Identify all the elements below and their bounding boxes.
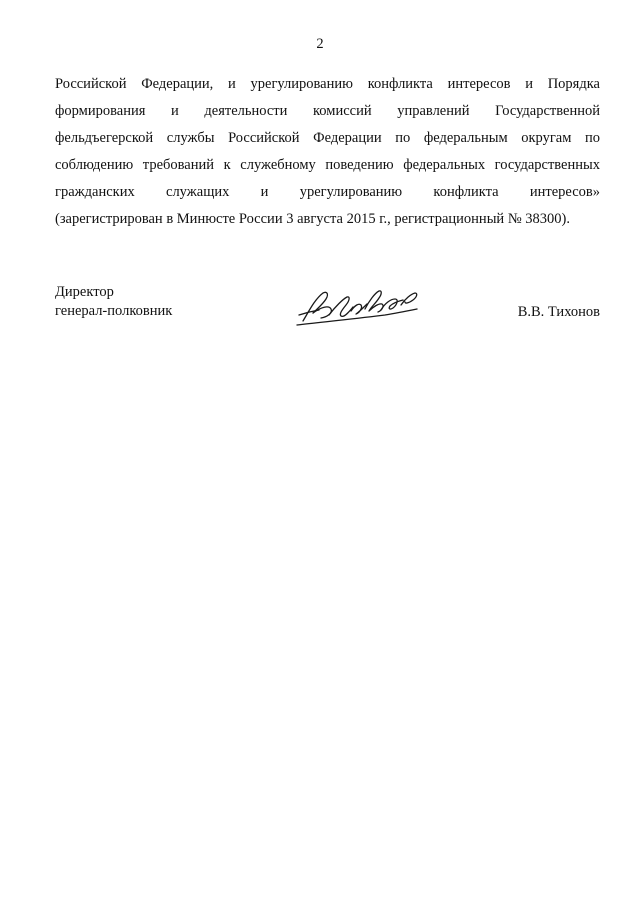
body-line: фельдъегерской службы Российской Федерации по федеральным округам по [55, 130, 600, 146]
body-line: гражданских служащих и урегулированию конфликта интересов» [55, 184, 600, 200]
body-line: соблюдению требований к служебному поведению федеральных государственных [55, 157, 600, 173]
page-number: 2 [316, 36, 324, 52]
handwritten-signature-icon [293, 285, 425, 329]
signer-position-line2: генерал-полковник [55, 303, 173, 319]
signer-position [55, 283, 172, 321]
body-paragraph [55, 71, 600, 233]
body-line: формирования и деятельности комиссий управлений Государственной [55, 103, 600, 119]
body-line: Российской Федерации, и урегулированию конфликта интересов и Порядка [55, 76, 600, 92]
body-line: (зарегистрирован в Минюсте России 3 августа 2015 г., регистрационный № 38300). [55, 211, 570, 227]
signature-block [55, 283, 600, 333]
signer-position-line1: Директор [55, 284, 114, 300]
signer-name: В.В. Тихонов [517, 304, 600, 320]
